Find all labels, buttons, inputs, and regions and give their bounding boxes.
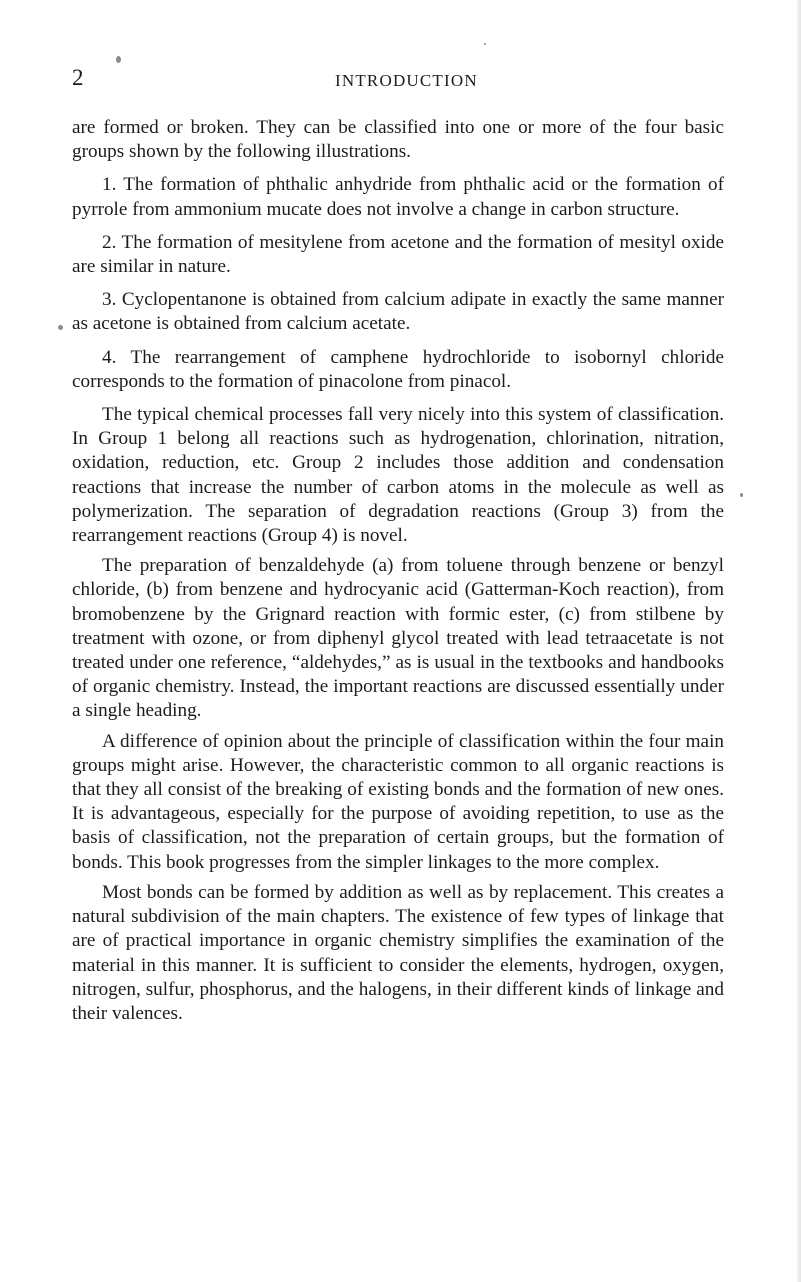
list-item-4: 4. The rearrangement of camphene hydrochloride to isobornyl chloride corresponds to the formation of pinacolone from pinacol.: [72, 346, 724, 392]
paragraph-classification: The typical chemical processes fall very nicely into this system of classification. In Group 1 belong all reactions such as hydrogenation, chlorination, nitration, oxidation, reduction, etc. Group 2 includes those addition and condensation reactions that increase the number of carbon atoms in the molecule as well as polymerization. The separation of degradation reactions (Group 3) from the rearrangement reactions (Group 4) is novel.: [72, 404, 724, 547]
body-text: [72, 116, 724, 1026]
paragraph-continuation: are formed or broken. They can be classified into one or more of the four basic groups shown by the following illustrations.: [72, 117, 724, 163]
scan-speck: [116, 56, 121, 63]
scan-speck: [740, 493, 743, 497]
list-item-1: 1. The formation of phthalic anhydride from phthalic acid or the formation of pyrrole from ammonium mucate does not involve a change in carbon structure.: [72, 174, 724, 220]
paragraph-benzaldehyde: The preparation of benzaldehyde (a) from toluene through benzene or benzyl chloride, (b) from benzene and hydrocyanic acid (Gatterman-Koch reaction), from bromobenzene by the Grignard reaction with formic ester, (c) from stilbene by treatment with ozone, or from diphenyl glycol treated with lead tetraacetate is not treated under one reference, “aldehydes,” as is usual in the textbooks and handbooks of organic chemistry. Instead, the important reactions are discussed essentially under a single heading.: [72, 555, 724, 722]
list-item-3: 3. Cyclopentanone is obtained from calcium adipate in exactly the same manner as acetone is obtained from calcium acetate.: [72, 289, 724, 335]
page-edge-shadow: [797, 0, 801, 1282]
scan-speck: [58, 325, 63, 330]
paragraph-bonds: Most bonds can be formed by addition as well as by replacement. This creates a natural subdivision of the main chapters. The existence of few types of linkage that are of practical importance in organic chemistry simplifies the examination of the material in this manner. It is sufficient to consider the elements, hydrogen, oxygen, nitrogen, sulfur, phosphorus, and the halogens, in their different kinds of linkage and their valences.: [72, 881, 724, 1024]
paragraph-difference: A difference of opinion about the principle of classification within the four main groups might arise. However, the characteristic common to all organic reactions is that they all consist of the breaking of existing bonds and the formation of new ones. It is advantageous, especially for the purpose of avoiding repetition, to use as the basis of classification, not the preparation of certain groups, but the formation of bonds. This book progresses from the simpler linkages to the more complex.: [72, 730, 724, 873]
running-head: INTRODUCTION: [335, 71, 478, 90]
page-number: 2: [72, 65, 84, 90]
list-item-2: 2. The formation of mesitylene from acetone and the formation of mesityl oxide are similar in nature.: [72, 231, 724, 278]
scan-speck: [484, 43, 486, 45]
